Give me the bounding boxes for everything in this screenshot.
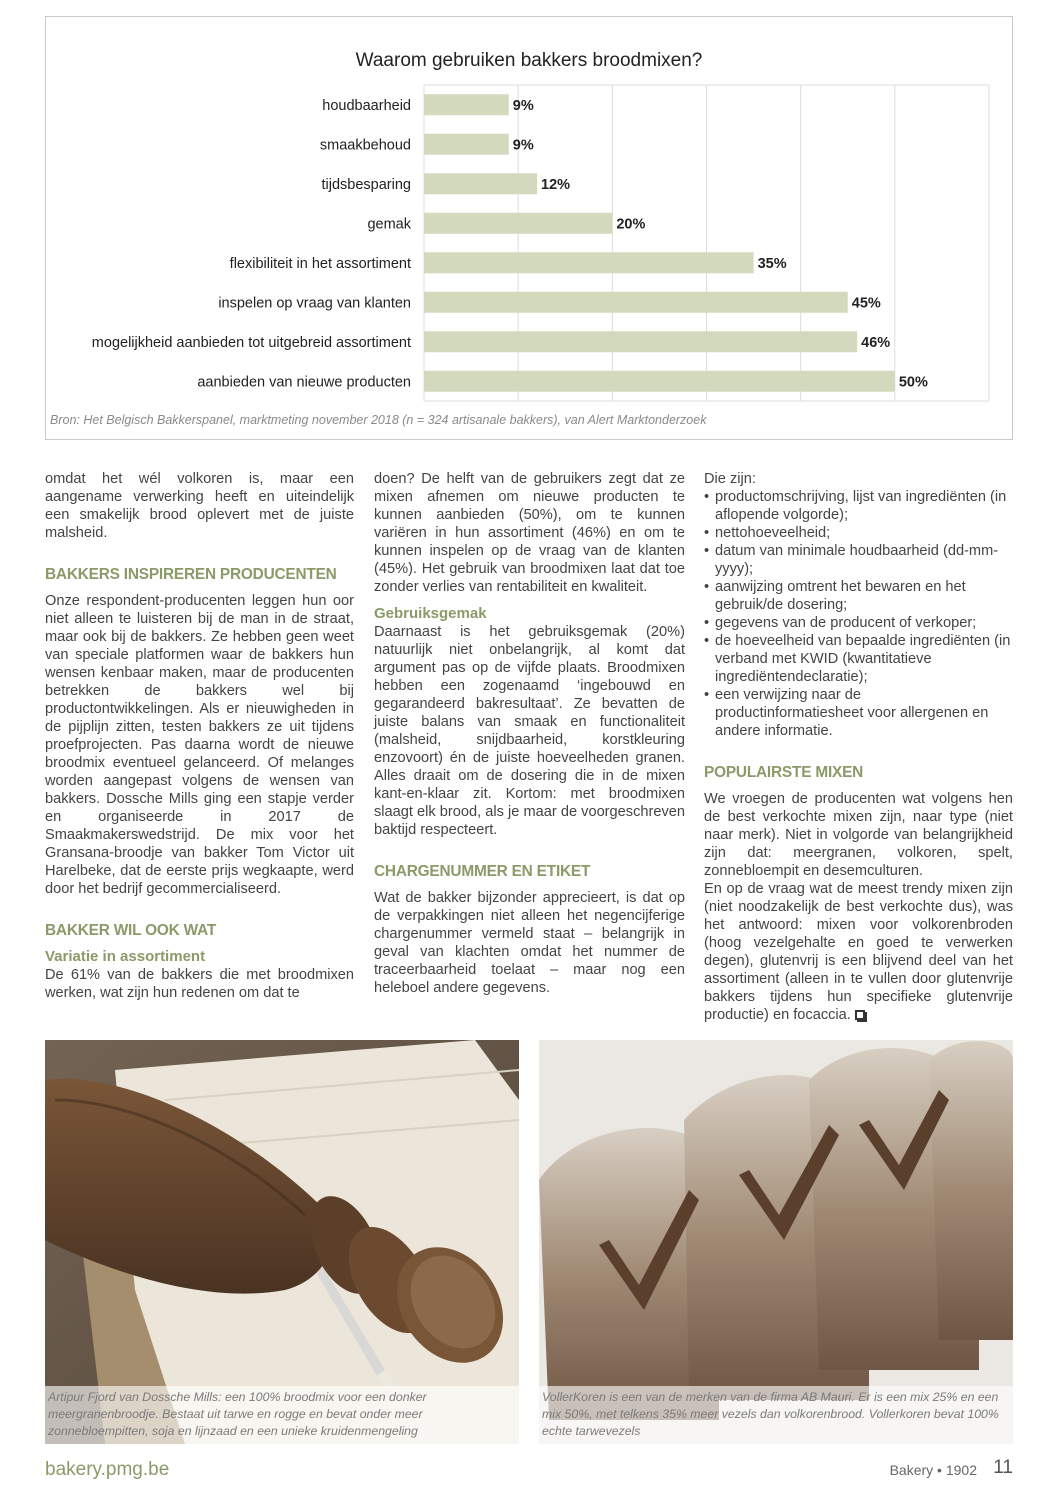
paragraph: Daarnaast is het gebruiksgemak (20%) natuurlijk niet onbelangrijk, al komt dat argument pas op de vijfde plaats. Broodmixen hebben een zogenaamd ‘ingebouwd en gegarandeerd bakresultaat’. Ze bevatten de juiste balans van smaak en functionaliteit (malsheid, snijdbaarheid, korstkleuring enzovoort) én de juiste hoeveelheden granen. Alles draait om de dosering die in de mixen kant-en-klaar zit. Kortom: met broodmixen slaagt elk brood, als je maar de voorgeschreven baktijd respecteert.: [374, 624, 685, 838]
data-label: 9%: [512, 97, 534, 114]
category-label: tijdsbesparing: [321, 176, 411, 193]
photo-dark-multigrain-bread: [45, 1040, 519, 1444]
section-heading-bakker-wil-ook-wat: BAKKER WIL OOK WAT: [45, 922, 217, 939]
category-label: gemak: [367, 216, 411, 233]
section-heading-chargenummer: CHARGENUMMER EN ETIKET: [374, 863, 591, 880]
footer-website-link[interactable]: bakery.pmg.be: [45, 1459, 170, 1480]
photo-caption-left: Artipur Fjord van Dossche Mills: een 100% broodmix voor een donker meergranenbroodje. Bestaat uit tarwe en rogge en bevat onder meer zonnebloempitten, soja en lijnzaad en een unieke kruidenmengeling: [45, 1386, 519, 1444]
chart-bar: [424, 292, 848, 313]
category-label: mogelijkheid aanbieden tot uitgebreid assortiment: [91, 334, 411, 351]
data-label: 45%: [851, 295, 881, 312]
data-label: 12%: [541, 176, 571, 193]
data-label: 46%: [861, 334, 891, 351]
list-item: • datum van minimale houdbaarheid (dd-mm-yyyy);: [704, 543, 999, 577]
photo-vollerkoren-breads: [539, 1040, 1013, 1444]
data-label: 50%: [898, 374, 928, 391]
end-mark-icon: [855, 1010, 865, 1020]
list-item: • nettohoeveelheid;: [704, 525, 831, 541]
data-label: 20%: [616, 216, 646, 233]
paragraph: omdat het wél volkoren is, maar een aangename verwerking heeft en uiteindelijk een smakelijk brood oplevert met de juiste malsheid.: [45, 471, 354, 541]
section-heading-populairste-mixen: POPULAIRSTE MIXEN: [704, 764, 864, 781]
paragraph: Die zijn:: [704, 471, 756, 487]
column-right: [704, 470, 1013, 1024]
paragraph: doen? De helft van de gebruikers zegt dat ze mixen afnemen om nieuwe producten te kunnen aanbieden (50%), om te kunnen variëren in hun assortiment (46%) en om te kunnen inspelen op de vraag van de klanten (45%). Het gebruik van broodmixen laat dat toe zonder verlies van rentabiliteit en kwaliteit.: [374, 471, 685, 595]
section-heading-bakkers-inspireren: BAKKERS INSPIREREN PRODUCENTEN: [45, 566, 337, 583]
chart-panel: [45, 16, 1013, 440]
chart-bar: [424, 331, 857, 352]
column-middle: [374, 470, 685, 997]
chart-title: Waarom gebruiken bakkers broodmixen?: [355, 50, 703, 71]
photo-caption-right: VollerKoren is een van de merken van de firma AB Mauri. Er is een mix 25% en een mix 50%, met telkens 35% meer vezels dan volkorenbrood. Vollerkoren bevat 100% echte tarwevezels: [539, 1386, 1013, 1444]
paragraph: Wat de bakker bijzonder apprecieert, is dat op de verpakkingen niet alleen het negencijferige chargenummer vermeld staat – belangrijk in geval van klachten omdat het nummer de traceerbaarheid toelaat – maar nog een heleboel andere gegevens.: [374, 890, 685, 996]
chart-bar: [424, 213, 612, 234]
chart-bar: [424, 134, 509, 155]
paragraph: We vroegen de producenten wat volgens hen de best verkochte mixen zijn, naar type (niet naar merk). Niet in volgorde van belangrijkheid zijn dat: meergranen, volkoren, spelt, zonnebloempit en desemculturen.: [704, 791, 1013, 879]
paragraph: De 61% van de bakkers die met broodmixen werken, wat zijn hun redenen om dat te: [45, 967, 354, 1001]
chart-source: Bron: Het Belgisch Bakkerspanel, marktmeting november 2018 (n = 324 artisanale bakkers), van Alert Marktonderzoek: [50, 413, 707, 427]
paragraph: En op de vraag wat de meest trendy mixen zijn (niet noodzakelijk de best verkochte dus), was het antwoord: mixen voor volkorenbroden (hoog vezelgehalte en goed te verwerken degen), glutenvrij is een blijvend deel van het assortiment (alleen in te vullen door glutenvrije bakkers tijdens hun specifieke glutenvrije productie) en focaccia.: [704, 881, 1013, 1023]
category-label: inspelen op vraag van klanten: [218, 295, 411, 312]
loaves-illustration: [539, 1040, 1013, 1444]
bar-chart: [46, 17, 1012, 439]
chart-bar: [424, 252, 754, 273]
category-label: aanbieden van nieuwe producten: [197, 374, 411, 391]
chart-bar: [424, 94, 509, 115]
category-label: houdbaarheid: [322, 97, 411, 114]
page-number: 11: [993, 1457, 1013, 1478]
subheading-gebruiksgemak: Gebruiksgemak: [374, 605, 487, 622]
data-label: 35%: [757, 255, 787, 272]
list-item: • de hoeveelheid van bepaalde ingrediënten (in verband met KWID (kwantitatieve ingrediëntendeclaratie);: [704, 633, 1011, 685]
bread-illustration: [45, 1040, 519, 1444]
chart-bar: [424, 173, 537, 194]
subheading-variatie: Variatie in assortiment: [45, 948, 206, 965]
category-label: flexibiliteit in het assortiment: [229, 255, 411, 272]
paragraph: Onze respondent-producenten leggen hun oor niet alleen te luisteren bij de man in de straat, maar ook bij de bakkers. Ze hebben geen weet van speciale platformen waar de bakkers hun wensen kenbaar maken, maar de producenten betrekken de bakkers wel bij productontwikkelingen. Als er nieuwigheden in de pijplijn zitten, testen bakkers ze uit tijdens proefprojecten. Pas daarna wordt de nieuwe broodmix eventueel gelanceerd. Of melanges worden aangepast volgens de wensen van bakkers. Dossche Mills ging een stapje verder en organiseerde in 2017 de Smaakmakerswedstrijd. De mix voor het Gransana-broodje van bakker Tom Victor uit Harelbeke, dat de eerste prijs wegkaapte, werd door het bedrijf gecommercialiseerd.: [45, 593, 354, 897]
column-left: [45, 470, 354, 1002]
category-label: smaakbehoud: [319, 137, 411, 154]
list-item: • een verwijzing naar de productinformatiesheet voor allergenen en andere informatie.: [704, 687, 989, 739]
list-item: • productomschrijving, lijst van ingrediënten (in aflopende volgorde);: [704, 489, 1007, 523]
data-label: 9%: [512, 137, 534, 154]
list-item: • gegevens van de producent of verkoper;: [704, 615, 977, 631]
chart-bar: [424, 371, 895, 392]
list-item: • aanwijzing omtrent het bewaren en het gebruik/de dosering;: [704, 579, 966, 613]
footer-magazine-issue: Bakery • 1902: [889, 1462, 977, 1478]
label-info-list: [704, 488, 1013, 740]
